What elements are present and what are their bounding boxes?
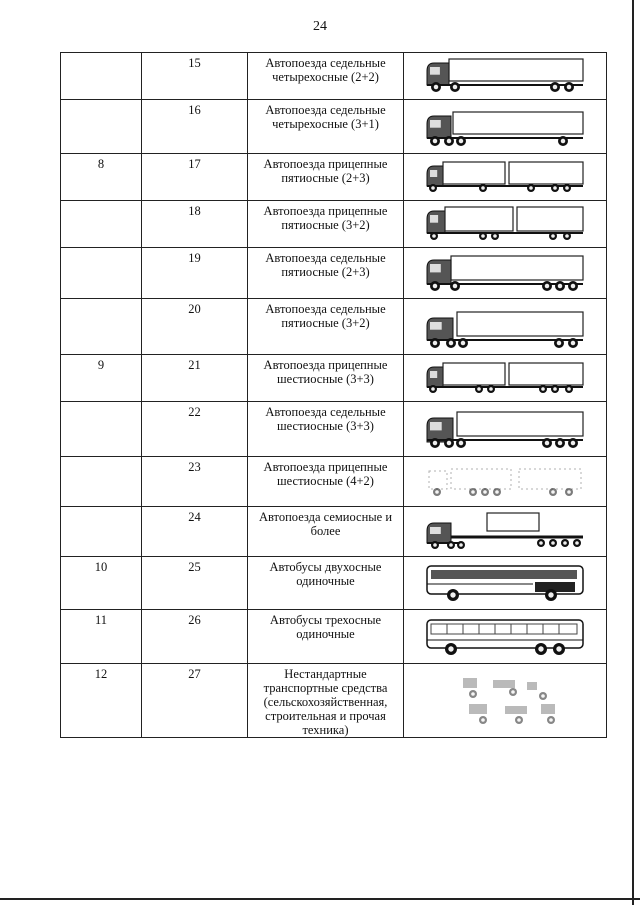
table-row: [61, 355, 607, 402]
table-row: [61, 664, 607, 738]
table-row: [61, 507, 607, 557]
table-row: [61, 154, 607, 201]
group-number-cell: 22: [142, 402, 248, 457]
vehicle-image-cell: [404, 402, 607, 457]
group-number-cell: 25: [142, 557, 248, 610]
class-cell: [61, 248, 142, 299]
class-cell: [61, 201, 142, 248]
group-number-cell: 21: [142, 355, 248, 402]
table-row: [61, 100, 607, 154]
semi-truck-3-1-icon: [408, 106, 602, 148]
vehicle-description-cell: Автопоезда седельные пятиосные (2+3): [248, 248, 404, 299]
trailer-truck-4-2-icon: [408, 461, 602, 503]
vehicle-description-cell: Автобусы двухосные одиночные: [248, 557, 404, 610]
low-loader-truck-icon-drawing: [423, 511, 587, 553]
vehicle-image-cell: [404, 610, 607, 664]
group-number-cell: 16: [142, 100, 248, 154]
vehicle-image-cell: [404, 201, 607, 248]
vehicle-description-cell: Автопоезда седельные шестиосные (3+3): [248, 402, 404, 457]
trailer-truck-3-3-icon-drawing: [423, 357, 587, 399]
vehicle-description-cell: Автопоезда прицепные пятиосные (2+3): [248, 154, 404, 201]
trailer-truck-2-3-icon: [408, 156, 602, 198]
vehicle-image-cell: [404, 299, 607, 355]
vehicle-description-cell: Автобусы трехосные одиночные: [248, 610, 404, 664]
special-machinery-icon: [408, 674, 602, 728]
trailer-truck-3-2-icon: [408, 203, 602, 245]
semi-truck-3-1-icon-drawing: [423, 106, 587, 148]
trailer-truck-4-2-icon-drawing: [423, 461, 587, 503]
vehicle-description-cell: Автопоезда прицепные пятиосные (3+2): [248, 201, 404, 248]
class-cell: 12: [61, 664, 142, 738]
semi-truck-3-3-icon-drawing: [423, 408, 587, 450]
group-number-cell: 26: [142, 610, 248, 664]
vehicle-description-cell: Нестандартные транспортные средства (сельскохозяйственная, строительная и прочая техника): [248, 664, 404, 738]
group-number-cell: 24: [142, 507, 248, 557]
class-cell: 8: [61, 154, 142, 201]
vehicle-description-cell: Автопоезда седельные четырехосные (3+1): [248, 100, 404, 154]
semi-truck-2-3-icon: [408, 252, 602, 294]
page-frame-right-edge: [632, 0, 634, 905]
class-cell: 9: [61, 355, 142, 402]
table-row: [61, 402, 607, 457]
semi-truck-3-3-icon: [408, 408, 602, 450]
vehicle-image-cell: [404, 154, 607, 201]
vehicle-image-cell: [404, 507, 607, 557]
semi-truck-2-2-icon-drawing: [423, 55, 587, 97]
class-cell: [61, 299, 142, 355]
vehicle-description-cell: Автопоезда прицепные шестиосные (4+2): [248, 457, 404, 507]
group-number-cell: 23: [142, 457, 248, 507]
table-row: [61, 201, 607, 248]
table-row: [61, 610, 607, 664]
trailer-truck-3-3-icon: [408, 357, 602, 399]
vehicle-class-table-body: [61, 53, 607, 738]
semi-truck-3-2-icon: [408, 306, 602, 348]
low-loader-truck-icon: [408, 511, 602, 553]
group-number-cell: 20: [142, 299, 248, 355]
class-cell: [61, 100, 142, 154]
semi-truck-3-2-icon-drawing: [423, 306, 587, 348]
group-number-cell: 19: [142, 248, 248, 299]
class-cell: [61, 402, 142, 457]
table-row: [61, 248, 607, 299]
semi-truck-2-2-icon: [408, 55, 602, 97]
vehicle-image-cell: [404, 557, 607, 610]
vehicle-description-cell: Автопоезда семиосные и более: [248, 507, 404, 557]
semi-truck-2-3-icon-drawing: [423, 252, 587, 294]
table-row: [61, 53, 607, 100]
class-cell: [61, 53, 142, 100]
table-row: [61, 557, 607, 610]
vehicle-image-cell: [404, 664, 607, 738]
class-cell: 11: [61, 610, 142, 664]
three-axle-bus-icon: [408, 616, 602, 658]
vehicle-image-cell: [404, 53, 607, 100]
vehicle-image-cell: [404, 457, 607, 507]
vehicle-class-table: [60, 52, 607, 738]
two-axle-bus-icon: [408, 562, 602, 604]
group-number-cell: 27: [142, 664, 248, 738]
special-machinery-icon-drawing: [423, 674, 587, 728]
vehicle-image-cell: [404, 248, 607, 299]
trailer-truck-3-2-icon-drawing: [423, 203, 587, 245]
table-row: [61, 299, 607, 355]
page-number: 24: [313, 19, 327, 34]
class-cell: 10: [61, 557, 142, 610]
class-cell: [61, 457, 142, 507]
vehicle-image-cell: [404, 100, 607, 154]
class-cell: [61, 507, 142, 557]
vehicle-image-cell: [404, 355, 607, 402]
table-row: [61, 457, 607, 507]
group-number-cell: 18: [142, 201, 248, 248]
two-axle-bus-icon-drawing: [423, 562, 587, 604]
vehicle-description-cell: Автопоезда прицепные шестиосные (3+3): [248, 355, 404, 402]
vehicle-description-cell: Автопоезда седельные четырехосные (2+2): [248, 53, 404, 100]
three-axle-bus-icon-drawing: [423, 616, 587, 658]
page-frame-bottom-edge: [0, 898, 640, 900]
trailer-truck-2-3-icon-drawing: [423, 156, 587, 198]
group-number-cell: 17: [142, 154, 248, 201]
group-number-cell: 15: [142, 53, 248, 100]
vehicle-description-cell: Автопоезда седельные пятиосные (3+2): [248, 299, 404, 355]
